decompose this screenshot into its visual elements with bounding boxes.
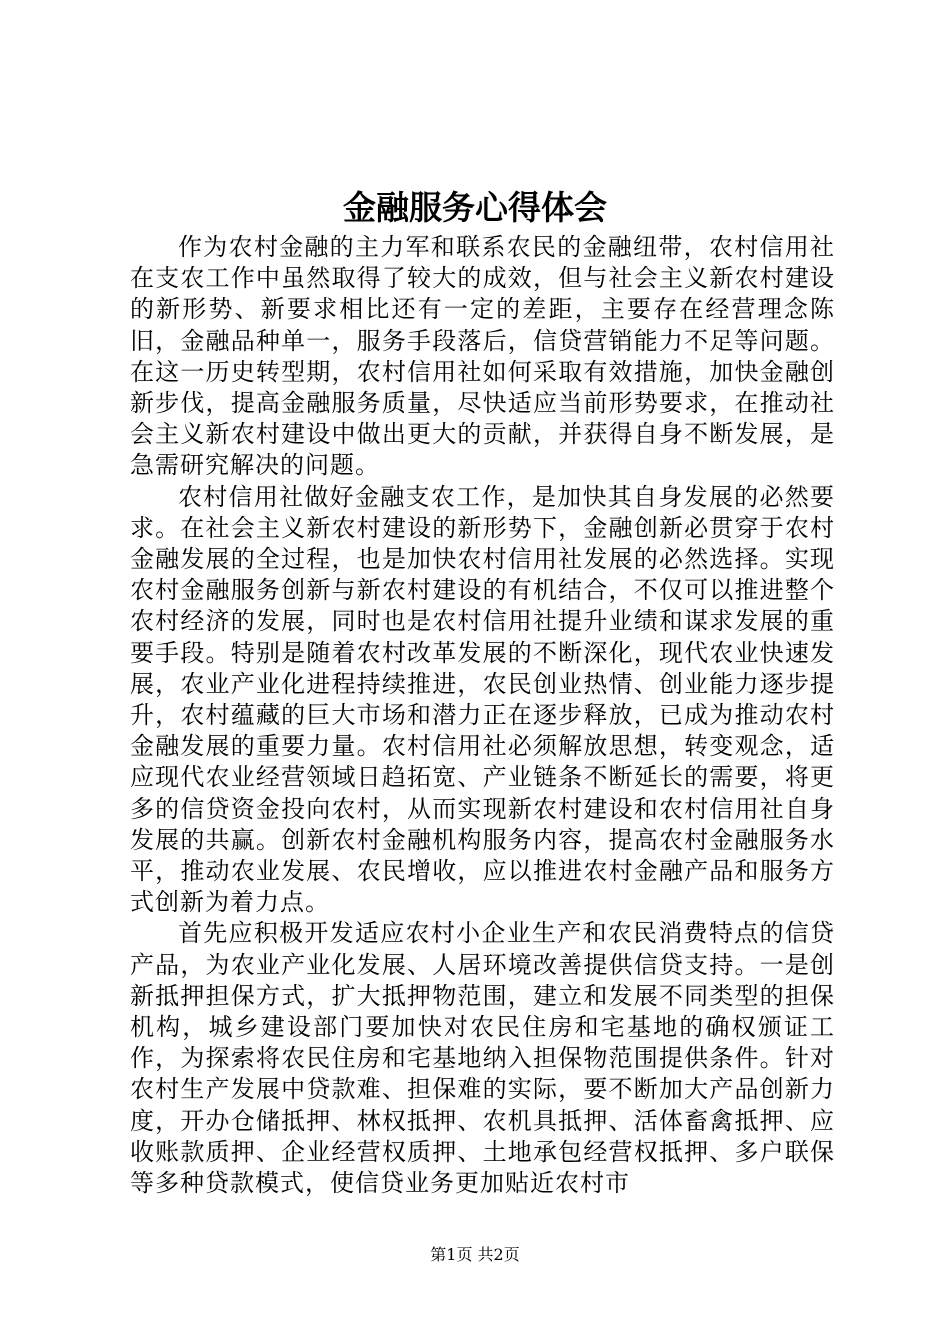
document-title: 金融服务心得体会 bbox=[343, 188, 607, 227]
paragraph-2: 农村信用社做好金融支农工作，是加快其自身发展的必然要求。在社会主义新农村建设的新形势下，金融创新必贯穿于农村金融发展的全过程，也是加快农村信用社发展的必然选择。实现农村金融服务创新与新农村建设的有机结合，不仅可以推进整个农村经济的发展，同时也是农村信用社提升业绩和谋求发展的重要手段。特别是随着农村改革发展的不断深化，现代农业快速发展，农业产业化进程持续推进，农民创业热情、创业能力逐步提升，农村蕴藏的巨大市场和潜力正在逐步释放，已成为推动农村金融发展的重要力量。农村信用社必须解放思想，转变观念，适应现代农业经营领域日趋拓宽、产业链条不断延长的需要，将更多的信贷资金投向农村，从而实现新农村建设和农村信用社自身发展的共赢。创新农村金融机构服务内容，提高农村金融服务水平，推动农业发展、农民增收，应以推进农村金融产品和服务方式创新为着力点。 bbox=[130, 482, 835, 917]
paragraph-1: 作为农村金融的主力军和联系农民的金融纽带，农村信用社在支农工作中虽然取得了较大的成效，但与社会主义新农村建设的新形势、新要求相比还有一定的差距，主要存在经营理念陈旧，金融品种单一，服务手段落后，信贷营销能力不足等问题。在这一历史转型期，农村信用社如何采取有效措施，加快金融创新步伐，提高金融服务质量，尽快适应当前形势要求，在推动社会主义新农村建设中做出更大的贡献，并获得自身不断发展，是急需研究解决的问题。 bbox=[130, 233, 835, 480]
page-number-footer: 第1页 共2页 bbox=[430, 1245, 520, 1264]
paragraph-3: 首先应积极开发适应农村小企业生产和农民消费特点的信贷产品，为农业产业化发展、人居环境改善提供信贷支持。一是创新抵押担保方式，扩大抵押物范围，建立和发展不同类型的担保机构，城乡建设部门要加快对农民住房和宅基地的确权颁证工作，为探索将农民住房和宅基地纳入担保物范围提供条件。针对农村生产发展中贷款难、担保难的实际，要不断加大产品创新力度，开办仓储抵押、林权抵押、农机具抵押、活体畜禽抵押、应收账款质押、企业经营权质押、土地承包经营权抵押、多户联保等多种贷款模式，使信贷业务更加贴近农村市 bbox=[130, 919, 835, 1198]
document-body bbox=[130, 232, 835, 1199]
